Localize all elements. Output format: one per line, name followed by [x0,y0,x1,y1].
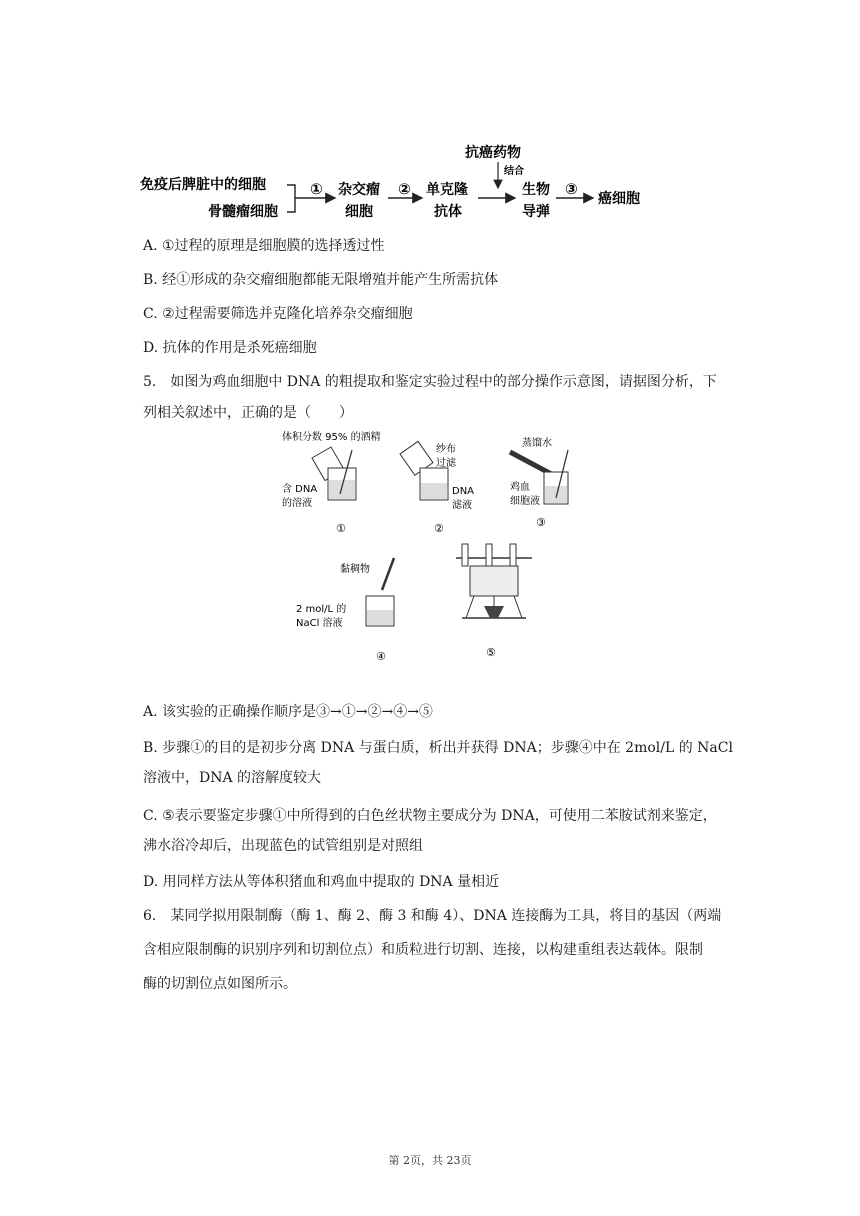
flow-drug: 抗癌药物 [465,145,521,161]
flow-missile-2: 导弹 [522,204,550,220]
flow-step1: ① [310,180,323,198]
q5-option-c-line1: C. ⑤表示要鉴定步骤①中所得到的白色丝状物主要成分为 DNA，可使用二苯胺试剂来鉴定， [143,808,717,824]
fig-step3-liquid [545,486,567,503]
fig-step1-liquid [329,480,355,499]
fig-dna-solution-2: 的溶液 [282,498,312,509]
fig-gauze-1: 纱布 [436,444,456,455]
fig-nacl-2: NaCl 溶液 [296,618,343,629]
flow-step2: ② [398,180,411,198]
fig-num-3: ③ [536,516,546,529]
monoclonal-antibody-flow-diagram [130,140,690,230]
q6-line2: 含相应限制酶的识别序列和切割位点）和质粒进行切割、连接，以构建重组表达载体。限制 [143,942,703,958]
fig-dna-filtrate-1: DNA [452,486,475,497]
fig-blood-1: 鸡血 [510,482,530,493]
q5-stem-line2: 列相关叙述中，正确的是（ ） [143,405,353,421]
fig-step4-rod [382,558,394,590]
flow-missile-1: 生物 [522,182,550,198]
flow-hybridoma-1: 杂交瘤 [338,182,380,198]
fig-dna-solution-1: 含 DNA [282,484,318,495]
flow-hybridoma-2: 细胞 [345,204,373,220]
dna-extraction-figure [270,428,570,668]
fig-step2-liquid [421,483,447,499]
page-footer: 第 2页，共 23页 [388,1154,472,1167]
q5-stem-line1: 5. 如图为鸡血细胞中 DNA 的粗提取和鉴定实验过程中的部分操作示意图，请据图分析，下 [143,374,717,390]
fig-num-4: ④ [376,650,386,663]
flow-combine: 结合 [504,166,524,177]
q6-line1: 6. 某同学拟用限制酶（酶 1、酶 2、酶 3 和酶 4）、DNA 连接酶为工具，将目的基因（两端 [143,908,722,924]
flow-mab-2: 抗体 [434,204,462,220]
q5-option-a: A. 该实验的正确操作顺序是③→①→②→④→⑤ [143,704,433,720]
q5-option-d: D. 用同样方法从等体积猪血和鸡血中提取的 DNA 量相近 [143,874,500,890]
flow-spleen-cells: 免疫后脾脏中的细胞 [140,177,266,193]
fig-step5-water-bath [456,544,532,618]
q4-option-b: B. 经①形成的杂交瘤细胞都能无限增殖并能产生所需抗体 [143,272,499,288]
fig-distilled-water: 蒸馏水 [522,438,552,449]
q4-option-d: D. 抗体的作用是杀死癌细胞 [143,340,317,356]
fig-ethanol-label: 体积分数 95% 的酒精 [282,432,381,443]
q6-line3: 酶的切割位点如图所示。 [143,976,297,992]
fig-nacl-1: 2 mol/L 的 [296,604,347,615]
flow-myeloma-cells: 骨髓瘤细胞 [208,204,278,220]
fig-step4-liquid [367,610,393,625]
fig-num-5: ⑤ [486,646,496,659]
fig-num-1: ① [336,522,346,535]
flow-bracket [287,185,310,212]
q4-option-c: C. ②过程需要筛选并克隆化培养杂交瘤细胞 [143,306,413,322]
fig-num-2: ② [434,522,444,535]
fig-gauze-2: 过滤 [436,458,456,469]
q5-option-b-line2: 溶液中，DNA 的溶解度较大 [143,770,322,786]
fig-sticky: 黏稠物 [340,564,370,575]
flow-cancer: 癌细胞 [598,191,640,207]
q5-option-c-line2: 沸水浴冷却后，出现蓝色的试管组别是对照组 [143,838,423,854]
flow-step3: ③ [565,180,578,198]
flow-mab-1: 单克隆 [426,182,468,198]
q4-option-a: A. ①过程的原理是细胞膜的选择透过性 [143,238,385,254]
fig-dna-filtrate-2: 滤液 [452,500,472,511]
fig-blood-2: 细胞液 [510,496,540,507]
q5-option-b-line1: B. 步骤①的目的是初步分离 DNA 与蛋白质，析出并获得 DNA；步骤④中在 2mol/L 的 NaCl [143,740,733,756]
